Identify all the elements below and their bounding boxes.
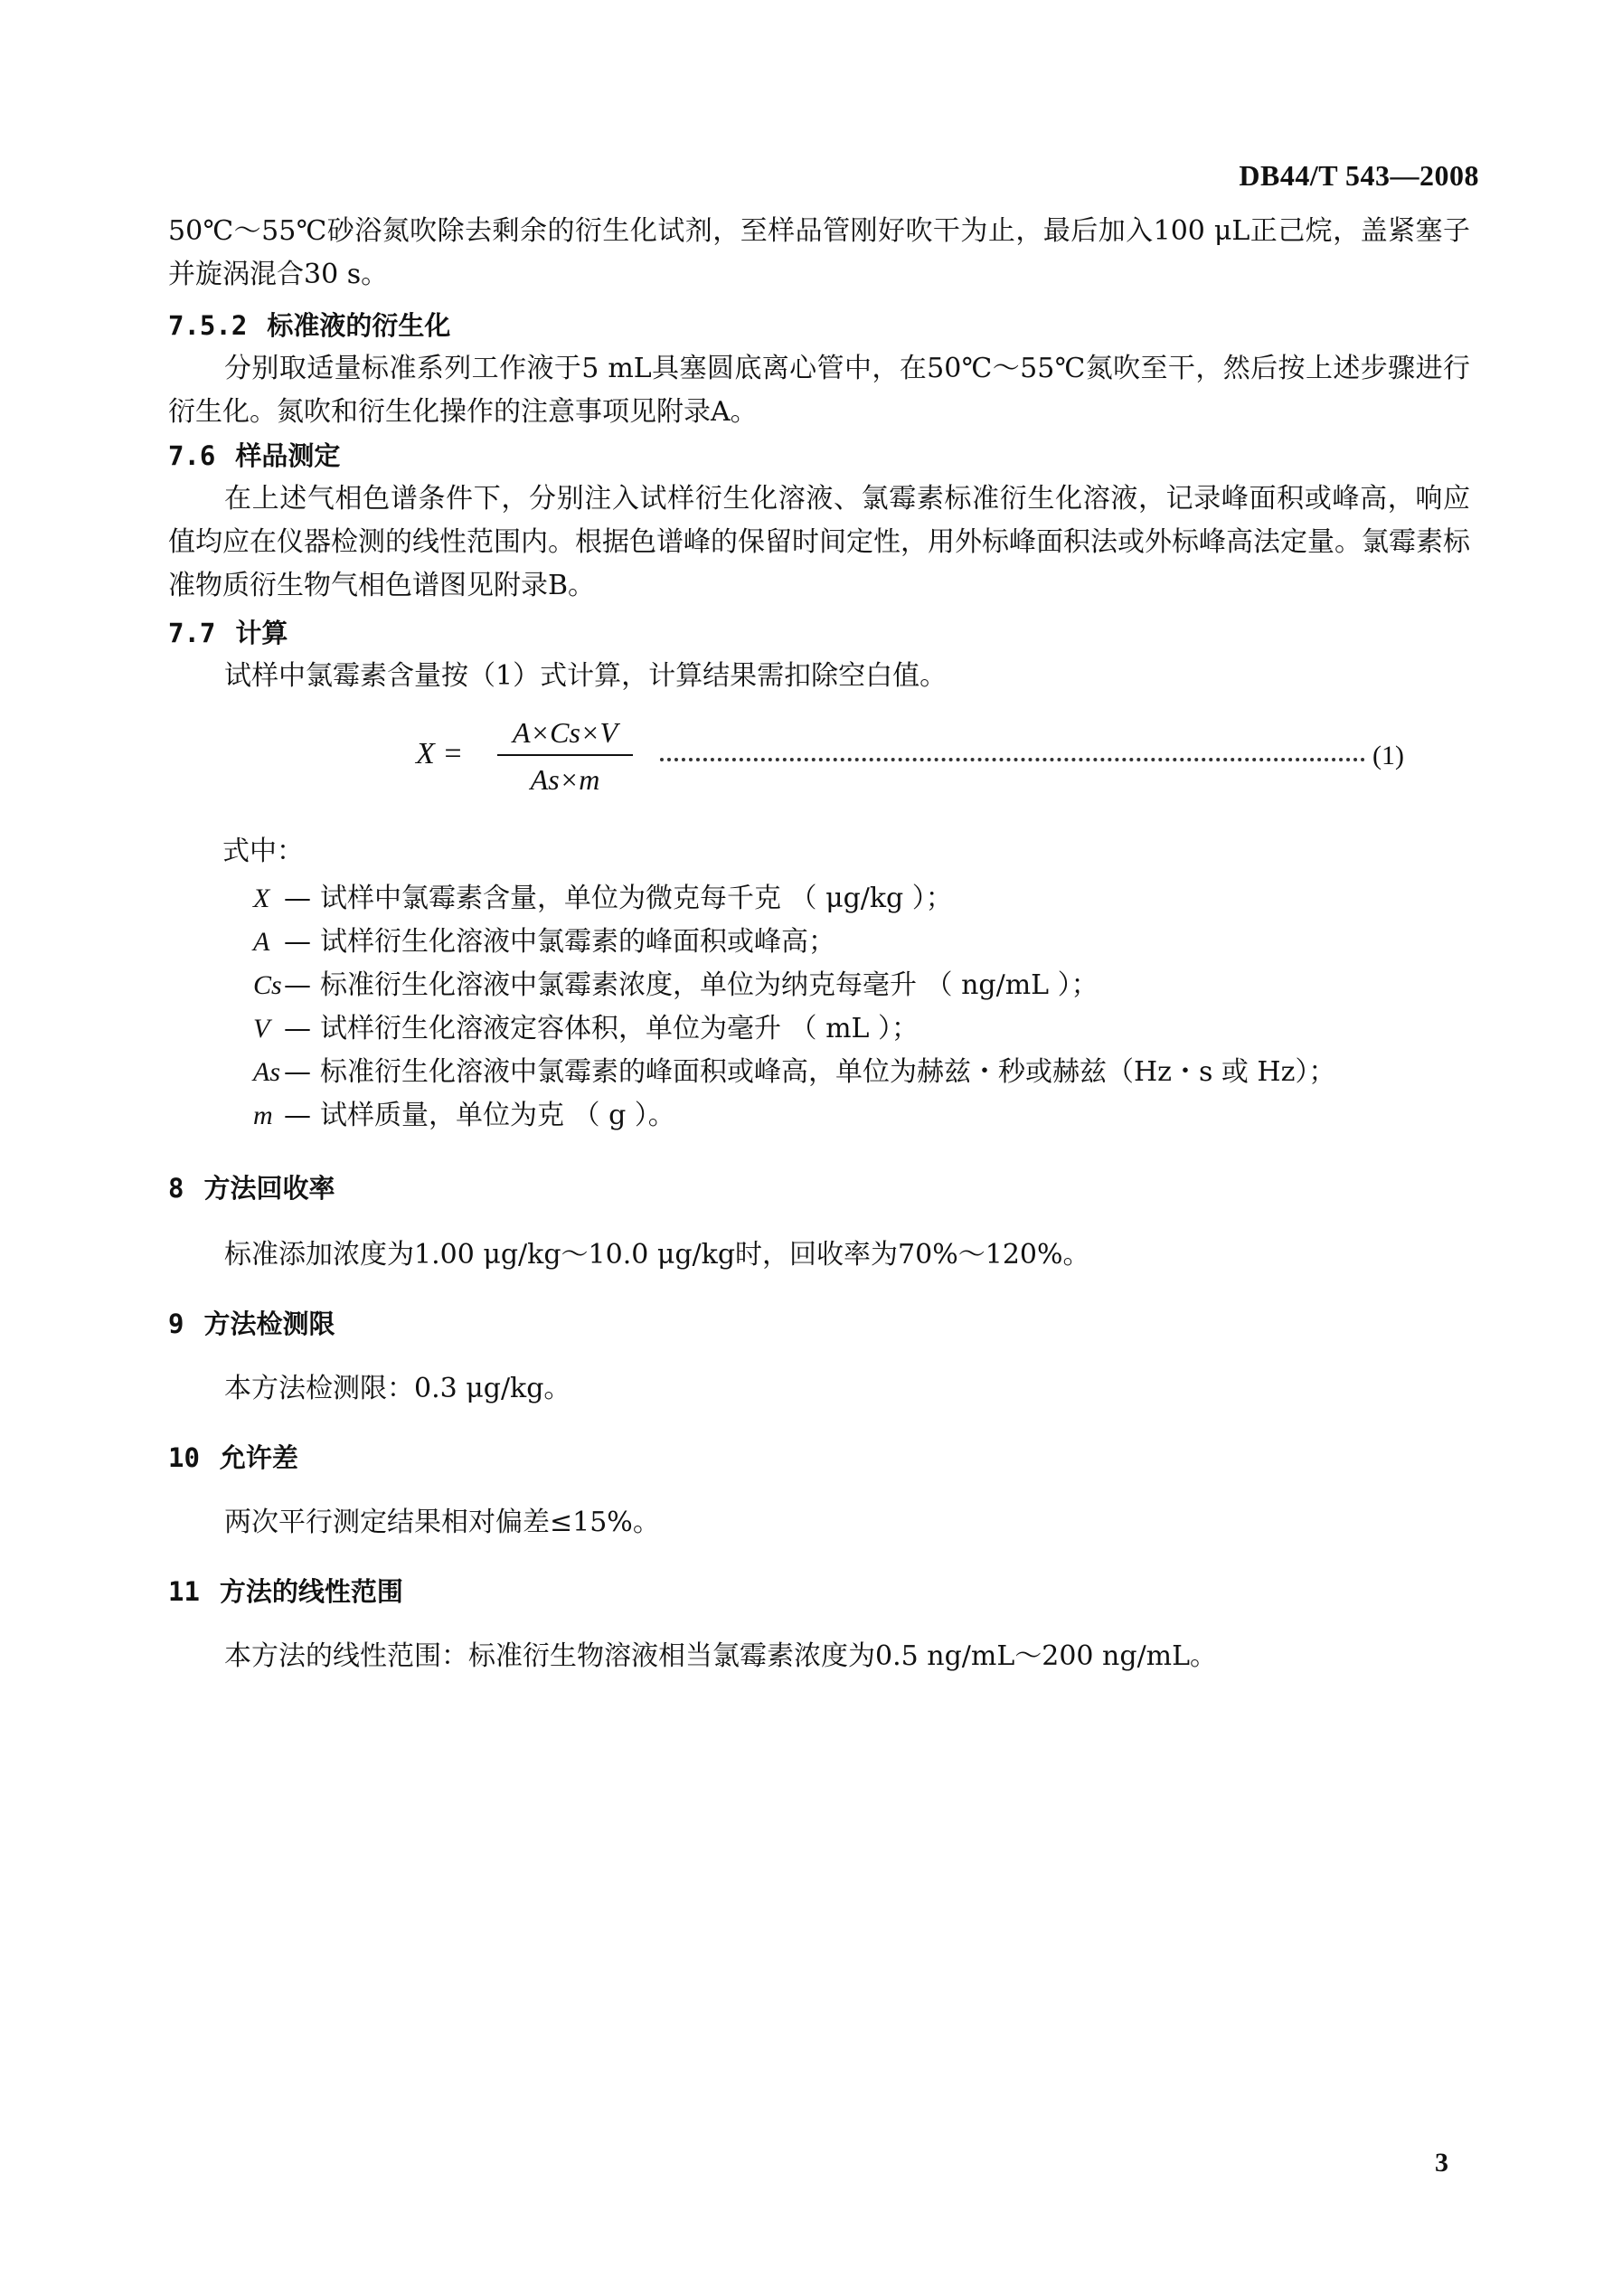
- fraction-bar: [497, 754, 633, 756]
- section-7-7-heading: [168, 611, 288, 655]
- section-title: 标准液的衍生化: [267, 310, 451, 341]
- definition-text: 试样质量，单位为克 （ g ）。: [320, 1100, 675, 1131]
- section-number: 10: [168, 1442, 200, 1473]
- formula-fraction: [497, 714, 633, 798]
- section-number: 11: [168, 1576, 200, 1607]
- paragraph-7-6: 在上述气相色谱条件下，分别注入试样衍生化溶液、氯霉素标准衍生化溶液，记录峰面积或峰高，响应值均应在仪器检测的线性范围内。根据色谱峰的保留时间定性，用外标峰面积法或外标峰高法定量。氯霉素标准物质衍生物气相色谱图见附录B。: [168, 483, 1470, 601]
- definition-item: [253, 1094, 675, 1138]
- formula-denominator: As×m: [530, 763, 600, 796]
- section-10-heading: [168, 1436, 298, 1479]
- section-title: 方法回收率: [203, 1173, 335, 1204]
- definition-symbol: V: [253, 1014, 270, 1044]
- formula-1: [416, 714, 1419, 814]
- section-8-heading: [168, 1167, 335, 1210]
- definition-text: 标准衍生化溶液中氯霉素的峰面积或峰高，单位为赫兹・秒或赫兹（Hz・s 或 Hz）；: [320, 1056, 1336, 1088]
- definition-dash: —: [284, 883, 311, 914]
- definition-dash: —: [284, 969, 311, 1001]
- section-title: 样品测定: [235, 440, 341, 471]
- definition-text: 试样衍生化溶液定容体积，单位为毫升 （ mL ）；: [320, 1013, 919, 1044]
- section-title: 方法的线性范围: [219, 1576, 403, 1607]
- section-title: 计算: [235, 618, 288, 648]
- page-number: 3: [1435, 2148, 1448, 2178]
- definition-symbol: As: [253, 1057, 280, 1087]
- formula-leader-dots: [660, 722, 1365, 761]
- section-title: 方法检测限: [203, 1309, 335, 1339]
- paragraph-7-5-2: 分别取适量标准系列工作液于5 mL具塞圆底离心管中，在50℃～55℃氮吹至干，然后按上述步骤进行衍生化。氮吹和衍生化操作的注意事项见附录A。: [168, 353, 1470, 428]
- section-title: 允许差: [219, 1442, 298, 1473]
- definition-text: 标准衍生化溶液中氯霉素浓度，单位为纳克每毫升 （ ng/mL ）；: [320, 969, 1099, 1001]
- definition-dash: —: [284, 1056, 311, 1088]
- definition-item: [253, 877, 953, 921]
- where-label: 式中：: [222, 836, 304, 867]
- paragraph-7-7: 试样中氯霉素含量按（1）式计算，计算结果需扣除空白值。: [224, 660, 948, 692]
- standard-code: DB44/T 543—2008: [1239, 159, 1479, 192]
- definition-symbol: Cs: [253, 970, 282, 1000]
- section-number: 9: [168, 1309, 184, 1339]
- section-number: 7.7: [168, 618, 216, 648]
- definition-dash: —: [284, 1100, 311, 1131]
- section-11-heading: [168, 1570, 403, 1613]
- definition-dash: —: [284, 1013, 311, 1044]
- paragraph-9: 本方法检测限：0.3 μg/kg。: [224, 1373, 571, 1404]
- definition-symbol: A: [253, 927, 270, 957]
- definition-item: [253, 1007, 919, 1051]
- section-7-6-heading: [168, 434, 340, 477]
- formula-numerator: A×Cs×V: [512, 716, 618, 749]
- definition-text: 试样衍生化溶液中氯霉素的峰面积或峰高；: [320, 926, 835, 958]
- definition-text: 试样中氯霉素含量，单位为微克每千克 （ μg/kg ）；: [320, 883, 953, 914]
- definition-item: [253, 1051, 1335, 1094]
- paragraph-10: 两次平行测定结果相对偏差≤15%。: [224, 1507, 660, 1538]
- paragraph-continued: 50℃～55℃砂浴氮吹除去剩余的衍生化试剂，至样品管刚好吹干为止，最后加入100 μL正己烷，盖紧塞子并旋涡混合30 s。: [168, 215, 1470, 290]
- definition-dash: —: [284, 926, 311, 958]
- paragraph-8: 标准添加浓度为1.00 μg/kg～10.0 μg/kg时，回收率为70%～120%。: [224, 1239, 1090, 1271]
- section-number: 8: [168, 1173, 184, 1204]
- section-number: 7.6: [168, 440, 216, 471]
- section-number: 7.5.2: [168, 310, 248, 341]
- section-9-heading: [168, 1302, 335, 1346]
- definition-item: [253, 921, 835, 964]
- equation-number: (1): [1372, 741, 1404, 770]
- formula-lhs: X =: [416, 737, 464, 770]
- definition-item: [253, 964, 1099, 1007]
- definition-symbol: X: [253, 883, 270, 913]
- definition-symbol: m: [253, 1101, 273, 1130]
- section-7-5-2-heading: [168, 304, 450, 347]
- paragraph-11: 本方法的线性范围：标准衍生物溶液相当氯霉素浓度为0.5 ng/mL～200 ng/mL。: [224, 1640, 1218, 1672]
